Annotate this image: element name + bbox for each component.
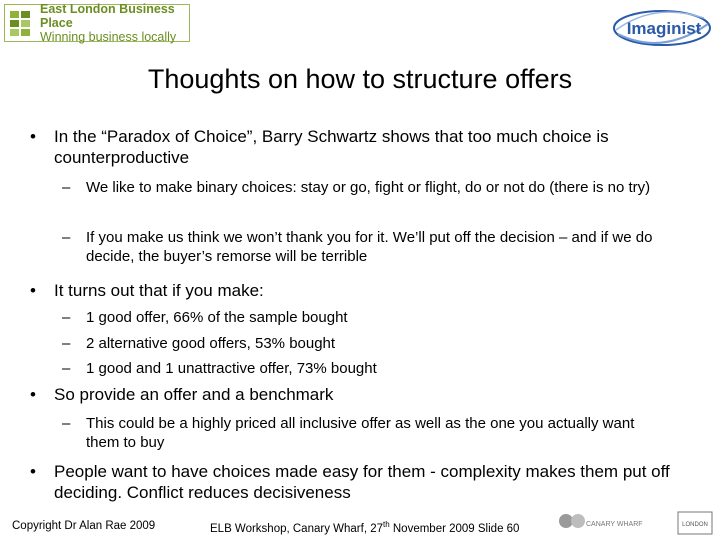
imaginist-logo (604, 4, 714, 52)
bullet-text: In the “Paradox of Choice”, Barry Schwartz shows that too much choice is counterproductive (54, 127, 609, 167)
bullet-text: It turns out that if you make: (54, 281, 264, 300)
bullet-text: People want to have choices made easy for them - complexity makes them put off deciding. Conflict reduces decisiveness (54, 462, 670, 502)
footer-event-prefix: ELB Workshop, Canary Wharf, 27 (210, 522, 383, 535)
bullet-text: So provide an offer and a benchmark (54, 385, 334, 404)
sub-bullet-text: We like to make binary choices: stay or go, fight or flight, do or not do (there is no try) (86, 179, 651, 196)
footer-logo-2: LONDON (682, 522, 708, 528)
footer-logos (556, 508, 716, 538)
sub-bullet-glyph: – (62, 335, 71, 352)
partner-logo-text: Imaginist (626, 19, 702, 38)
org-name: East London Business Place (40, 2, 175, 30)
bullet-glyph: • (30, 385, 36, 404)
sub-bullet-glyph: – (62, 309, 71, 326)
footer-event (210, 520, 519, 535)
sub-bullet-glyph: – (62, 415, 71, 432)
footer-copyright: Copyright Dr Alan Rae 2009 (12, 520, 156, 532)
org-tagline: Winning business locally (40, 30, 177, 44)
sub-bullet-text: If you make us think we won’t thank you for it. We’ll put off the decision – and if we do decide, the buyer’s remorse will be terrible (86, 229, 653, 265)
footer-event-suffix: November 2009 Slide 60 (389, 522, 520, 535)
sub-bullet-text: 1 good offer, 66% of the sample bought (86, 309, 348, 326)
footer-event-sup: th (383, 520, 390, 529)
sub-bullet-text: 2 alternative good offers, 53% bought (86, 335, 336, 352)
bullet-glyph: • (30, 281, 36, 300)
slide-title: Thoughts on how to structure offers (147, 64, 573, 94)
sub-bullet-glyph: – (62, 179, 71, 196)
bullet-glyph: • (30, 127, 36, 146)
sub-bullet-text: 1 good and 1 unattractive offer, 73% bought (86, 360, 377, 377)
sub-bullet-text: This could be a highly priced all inclusive offer as well as the one you actually want them to buy (86, 415, 635, 451)
sub-bullet-glyph: – (62, 229, 71, 246)
elbp-mark-icon (8, 8, 36, 38)
elbp-logo (4, 4, 190, 42)
sub-bullet-glyph: – (62, 360, 71, 377)
bullet-glyph: • (30, 462, 36, 481)
footer-logo-1: CANARY WHARF (586, 521, 643, 528)
